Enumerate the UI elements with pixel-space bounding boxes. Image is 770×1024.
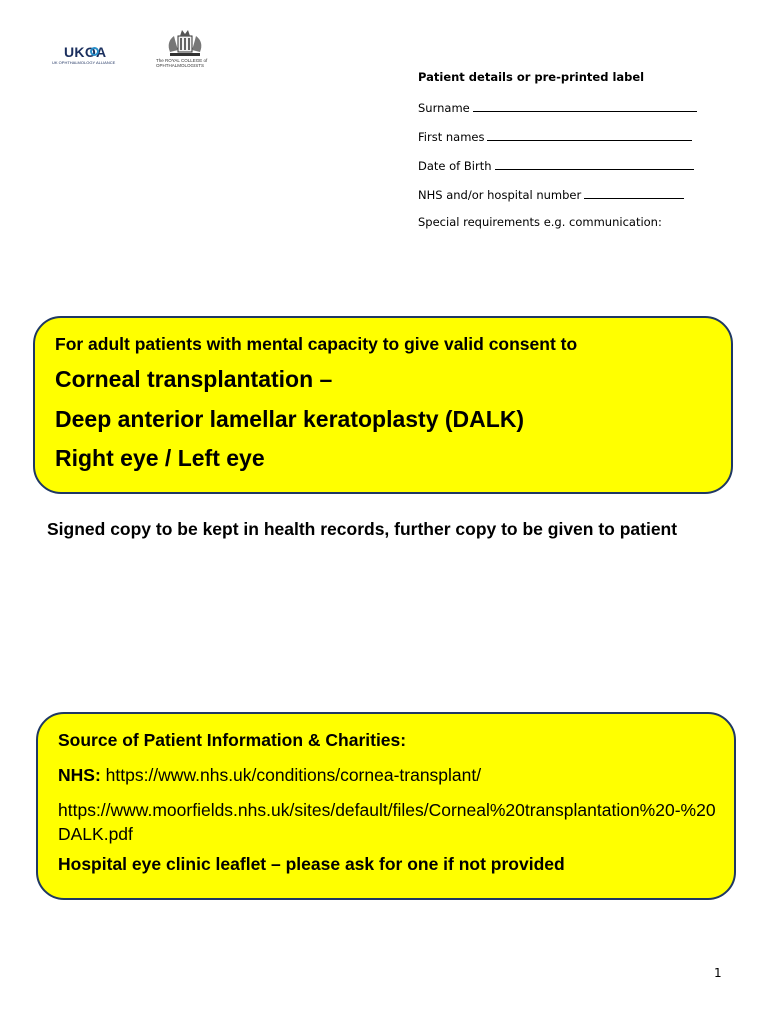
rco-logo-text-2: OPHTHALMOLOGISTS [156, 63, 205, 68]
first-names-label: First names [418, 130, 485, 144]
eye-icon [90, 47, 99, 56]
nhs-link-row [58, 765, 481, 786]
signed-copy-note: Signed copy to be kept in health records, further copy to be given to patient [47, 519, 678, 539]
ukoa-logo-subtitle: UK OPHTHALMOLOGY ALLIANCE [52, 60, 116, 65]
crest-icon [156, 28, 214, 58]
ukoa-logo-text: UKOA [64, 44, 107, 60]
special-requirements-field[interactable] [418, 215, 662, 229]
eye-selection[interactable]: Right eye / Left eye [55, 445, 265, 471]
nhs-number-line[interactable] [584, 186, 684, 199]
first-names-line[interactable] [487, 128, 692, 141]
patient-information-box [36, 712, 736, 900]
consent-intro: For adult patients with mental capacity to give valid consent to [55, 334, 578, 354]
procedure-title: Corneal transplantation – [55, 366, 333, 392]
special-requirements-label: Special requirements e.g. communication: [418, 215, 662, 229]
dob-line[interactable] [495, 157, 694, 170]
page-number: 1 [714, 966, 722, 980]
first-names-field[interactable] [418, 128, 692, 144]
patient-details-heading: Patient details or pre-printed label [418, 70, 645, 84]
surname-field[interactable] [418, 99, 697, 115]
rco-logo-text-1: The ROYAL COLLEGE of [156, 58, 208, 63]
surname-line[interactable] [473, 99, 697, 112]
consent-procedure-box [33, 316, 733, 494]
ukoa-logo [52, 44, 116, 68]
procedure-name: Deep anterior lamellar keratoplasty (DALK) [55, 406, 525, 432]
nhs-number-label: NHS and/or hospital number [418, 188, 582, 202]
leaflet-note: Hospital eye clinic leaflet – please ask for one if not provided [58, 854, 565, 874]
nhs-label: NHS: [58, 765, 101, 785]
patient-details-block [418, 70, 718, 229]
rco-crest-logo [156, 28, 214, 70]
dob-field[interactable] [418, 157, 694, 173]
info-box-title: Source of Patient Information & Charities: [58, 730, 407, 750]
surname-label: Surname [418, 101, 470, 115]
nhs-number-field[interactable] [418, 186, 684, 202]
dob-label: Date of Birth [418, 159, 492, 173]
nhs-link[interactable]: https://www.nhs.uk/conditions/cornea-transplant/ [100, 765, 482, 785]
moorfields-link[interactable]: https://www.moorfields.nhs.uk/sites/default/files/Corneal%20transplantation%20-%20DALK.pdf [58, 800, 716, 844]
